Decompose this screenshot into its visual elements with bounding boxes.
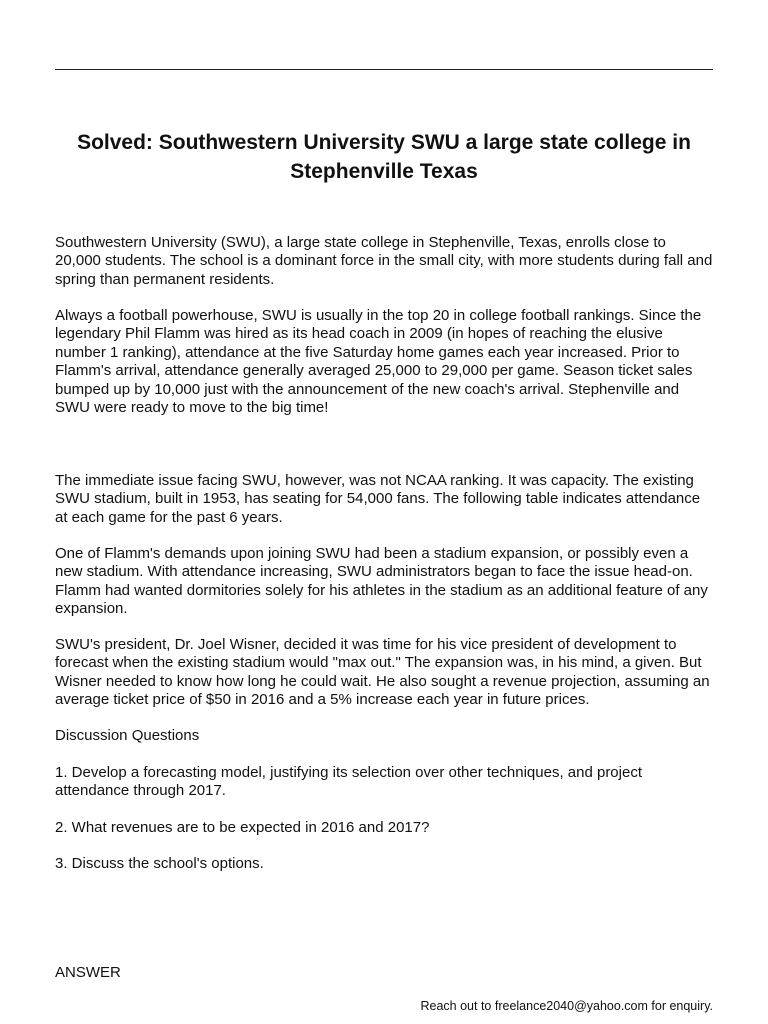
question-2: 2. What revenues are to be expected in 2016 and 2017? bbox=[55, 819, 430, 836]
footer-contact: Reach out to freelance2040@yahoo.com for enquiry. bbox=[420, 999, 713, 1013]
paragraph-intro: Southwestern University (SWU), a large state college in Stephenville, Texas, enrolls close to 20,000 students. The school is a dominant force in the small city, with more students during fall and spring than permanent residents. bbox=[55, 234, 713, 288]
question-3: 3. Discuss the school's options. bbox=[55, 855, 264, 872]
discussion-questions-heading: Discussion Questions bbox=[55, 727, 200, 744]
question-1: 1. Develop a forecasting model, justifying its selection over other techniques, and project attendance through 2017. bbox=[55, 764, 642, 800]
header-rule bbox=[55, 69, 713, 70]
paragraph-football: Always a football powerhouse, SWU is usually in the top 20 in college football rankings. Since the legendary Phil Flamm was hired as its head coach in 2009 (in hopes of reaching the elusive number 1 ranking), attendance at the five Saturday home games each year increased. Prior to Flamm's arrival, attendance generally averaged 25,000 to 29,000 per game. Season ticket sales bumped up by 10,000 just with the announcement of the new coach's arrival. Stephenville and SWU were ready to move to the big time! bbox=[55, 307, 702, 417]
answer-label: ANSWER bbox=[55, 964, 121, 981]
paragraph-expansion: One of Flamm's demands upon joining SWU had been a stadium expansion, or possibly even a new stadium. With attendance increasing, SWU administrators began to face the issue head-on. Flamm had wanted dormitories solely for his athletes in the stadium as an additional feature of any expansion. bbox=[55, 545, 708, 618]
paragraph-capacity: The immediate issue facing SWU, however, was not NCAA ranking. It was capacity. The existing SWU stadium, built in 1953, has seating for 54,000 fans. The following table indicates attendance at each game for the past 6 years. bbox=[55, 472, 701, 526]
page-title: Solved: Southwestern University SWU a large state college in Stephenville Texas bbox=[77, 131, 691, 183]
paragraph-president: SWU's president, Dr. Joel Wisner, decided it was time for his vice president of development to forecast when the existing stadium would "max out." The expansion was, in his mind, a given. But Wisner needed to know how long he could wait. He also sought a revenue projection, assuming an average ticket price of $50 in 2016 and a 5% increase each year in future prices. bbox=[55, 636, 710, 709]
